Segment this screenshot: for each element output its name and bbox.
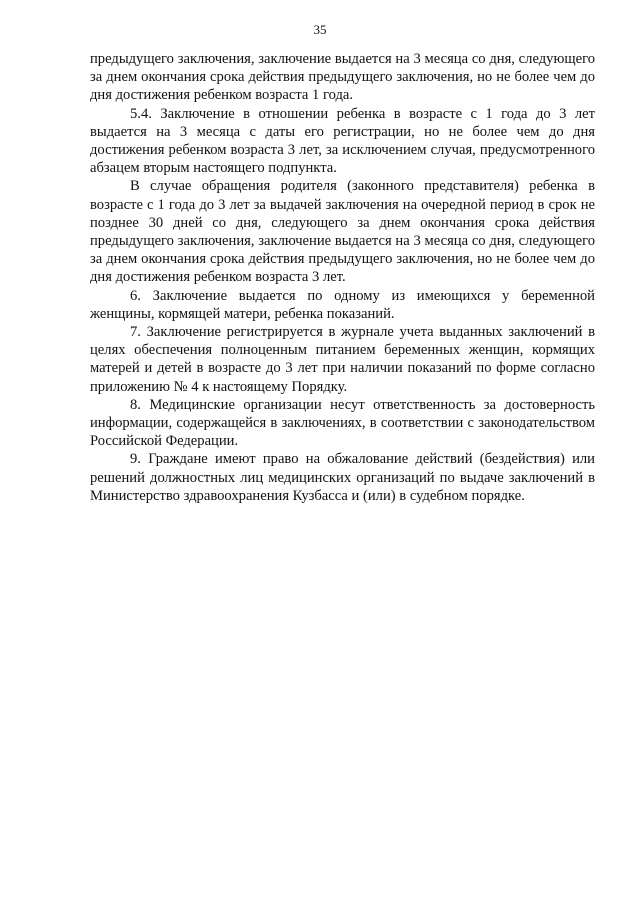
paragraph-5-4: 5.4. Заключение в отношении ребенка в возрасте с 1 года до 3 лет выдается на 3 месяца с даты его регистрации, но не более чем до дня достижения ребенком возраста 3 лет, за исключением случая, предусмотренного абзацем вторым настоящего подпункта. [90, 105, 595, 177]
paragraph-8: 8. Медицинские организации несут ответственность за достоверность информации, содержащейся в заключениях, в соответствии с законодательством Российской Федерации. [90, 396, 595, 450]
paragraph-7: 7. Заключение регистрируется в журнале учета выданных заключений в целях обеспечения полноценным питанием беременных женщин, кормящих матерей и детей в возрасте до 3 лет при наличии показаний по форме согласно приложению № 4 к настоящему Порядку. [90, 324, 595, 395]
paragraph-6: 6. Заключение выдается по одному из имеющихся у беременной женщины, кормящей матери, ребенка показаний. [90, 287, 595, 322]
document-body [90, 50, 595, 505]
page-number: 35 [313, 22, 327, 37]
paragraph-continuation: предыдущего заключения, заключение выдается на 3 месяца со дня, следующего за днем окончания срока действия предыдущего заключения, но не более чем до дня достижения ребенком возраста 1 года. [90, 51, 595, 104]
paragraph-9: 9. Граждане имеют право на обжалование действий (бездействия) или решений должностных лиц медицинских организаций по выдаче заключений в Министерство здравоохранения Кузбасса и (или) в судебном порядке. [90, 451, 595, 504]
paragraph-5-4-second: В случае обращения родителя (законного представителя) ребенка в возрасте с 1 года до 3 лет за выдачей заключения на очередной период в срок не позднее 30 дней со дня, следующего за днем окончания срока действия предыдущего заключения, заключение выдается на 3 месяца со дня, следующего за днем окончания срока действия предыдущего заключения, но не более чем до дня достижения ребенком возраста 3 лет. [90, 178, 595, 286]
